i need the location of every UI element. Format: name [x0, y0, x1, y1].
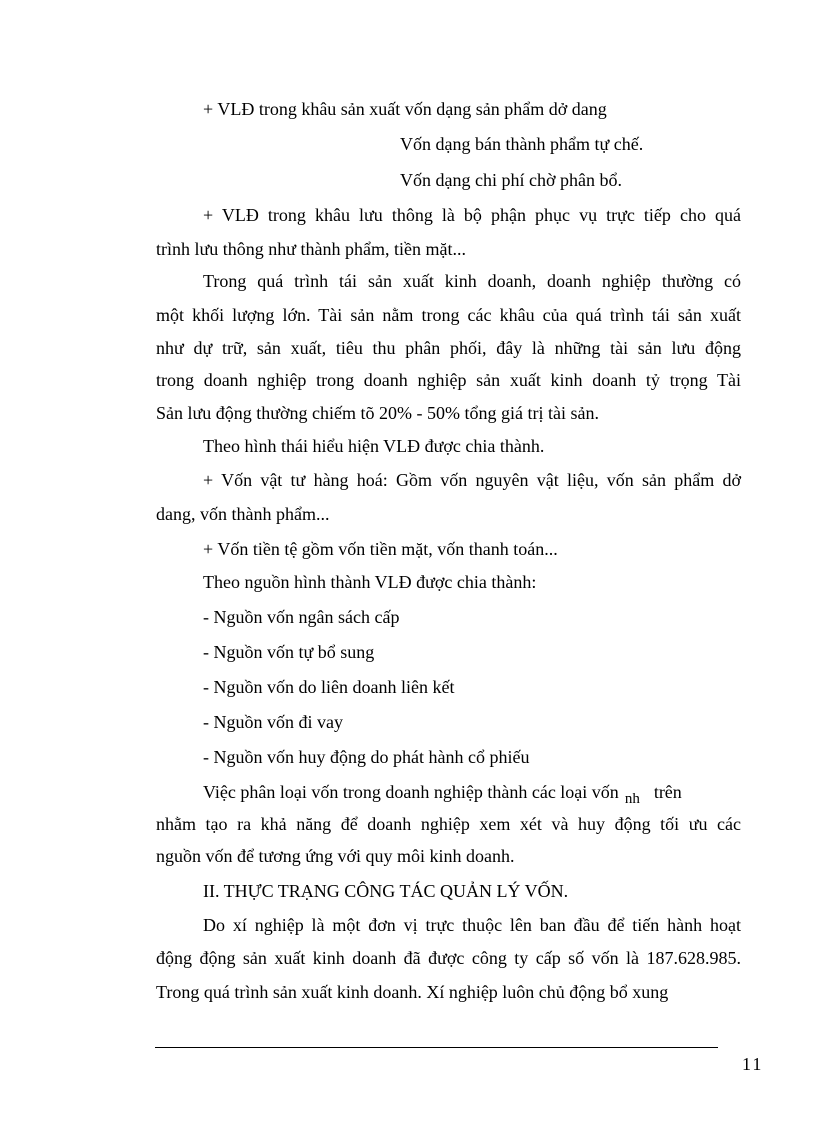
text-line-21-subscript: nh — [624, 791, 640, 807]
text-line-5: trình lưu thông như thành phẩm, tiền mặt... — [156, 239, 466, 259]
text-line-4: + VLĐ trong khâu lưu thông là bộ phận phục vụ trực tiếp cho quá — [203, 205, 741, 225]
list-item: - Nguồn vốn huy động do phát hành cổ phiếu — [203, 747, 530, 767]
page-number: 11 — [742, 1054, 764, 1074]
section-heading: II. THỰC TRẠNG CÔNG TÁC QUẢN LÝ VỐN. — [203, 881, 569, 901]
text-line-26: động động sản xuất kinh doanh đã được công ty cấp số vốn là 187.628.985. — [156, 948, 741, 968]
text-line-23: nguồn vốn để tương ứng với quy môi kinh doanh. — [156, 846, 515, 866]
text-line-13: dang, vốn thành phẩm... — [156, 504, 330, 524]
text-line-21-end: trên — [653, 782, 682, 802]
text-line-21-main: Việc phân loại vốn trong doanh nghiệp thành các loại vốn — [203, 782, 619, 802]
list-item: - Nguồn vốn tự bổ sung — [203, 642, 375, 662]
list-item: - Nguồn vốn do liên doanh liên kết — [203, 677, 455, 697]
list-item: - Nguồn vốn ngân sách cấp — [203, 607, 400, 627]
text-line-9: trong doanh nghiệp trong doanh nghiệp sản xuất kinh doanh tỷ trọng Tài — [156, 370, 741, 390]
text-line-8: như dự trữ, sản xuất, tiêu thu phân phối, đây là những tài sản lưu động — [156, 338, 741, 358]
text-line-6: Trong quá trình tái sản xuất kinh doanh, doanh nghiệp thường có — [203, 271, 741, 291]
footer-rule — [155, 1047, 718, 1048]
text-line-14: + Vốn tiền tệ gồm vốn tiền mặt, vốn thanh toán... — [203, 539, 558, 559]
text-line-21 — [203, 780, 682, 806]
list-item: - Nguồn vốn đi vay — [203, 712, 343, 732]
text-line-27: Trong quá trình sản xuất kinh doanh. Xí nghiệp luôn chủ động bổ xung — [156, 982, 669, 1002]
text-line-11: Theo hình thái hiểu hiện VLĐ được chia thành. — [203, 436, 545, 456]
text-line-1: + VLĐ trong khâu sản xuất vốn dạng sản phẩm dở dang — [203, 99, 607, 119]
text-line-10: Sản lưu động thường chiếm tõ 20% - 50% tổng giá trị tài sản. — [156, 403, 599, 423]
text-line-12: + Vốn vật tư hàng hoá: Gồm vốn nguyên vật liệu, vốn sản phẩm dở — [203, 470, 741, 490]
text-line-7: một khối lượng lớn. Tài sản nằm trong các khâu của quá trình tái sản xuất — [156, 305, 741, 325]
text-line-15: Theo nguồn hình thành VLĐ được chia thành: — [203, 572, 537, 592]
text-line-3: Vốn dạng chi phí chờ phân bổ. — [400, 170, 622, 190]
text-line-22: nhằm tạo ra khả năng để doanh nghiệp xem xét và huy động tối ưu các — [156, 814, 741, 834]
text-line-25: Do xí nghiệp là một đơn vị trực thuộc lên ban đầu để tiến hành hoạt — [203, 915, 741, 935]
text-line-2: Vốn dạng bán thành phẩm tự chế. — [400, 134, 644, 154]
